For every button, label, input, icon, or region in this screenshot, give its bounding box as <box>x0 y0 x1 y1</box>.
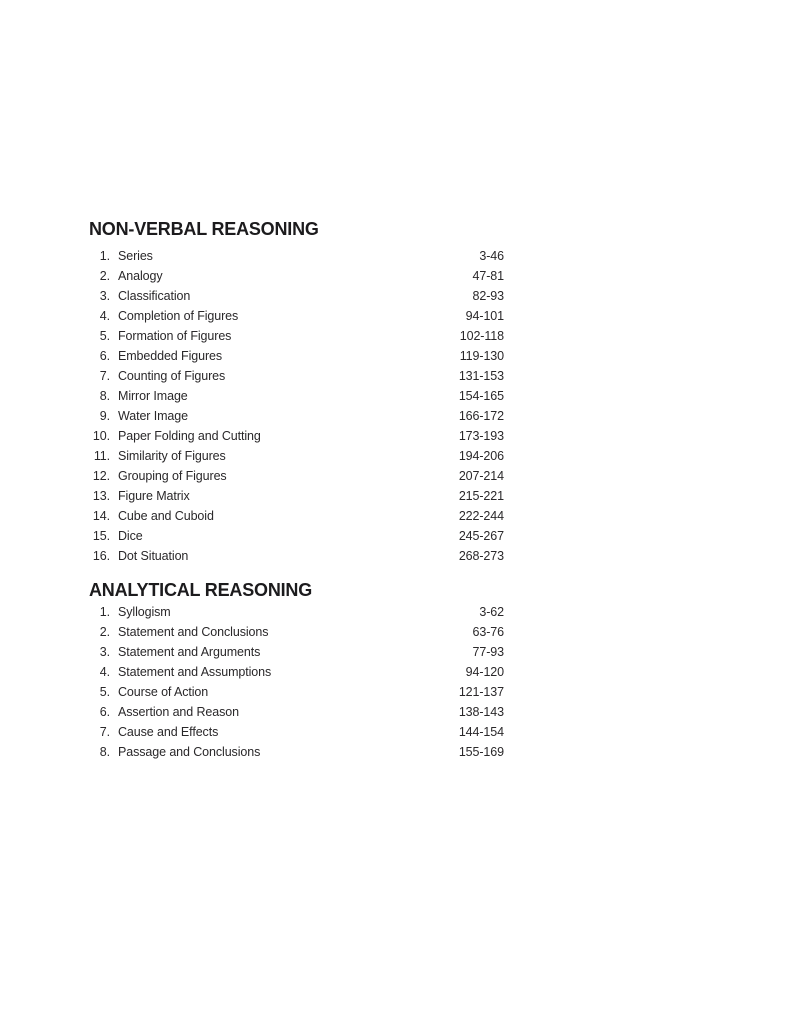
toc-row <box>90 602 504 622</box>
chapter-title: Statement and Assumptions <box>118 665 272 679</box>
chapter-title: Mirror Image <box>118 389 188 403</box>
chapter-page-range: 82-93 <box>472 289 504 303</box>
chapter-number: 6. <box>99 705 110 719</box>
toc-section <box>0 219 800 566</box>
toc-row <box>90 486 504 506</box>
chapter-page-range: 245-267 <box>458 529 504 543</box>
chapter-page-range: 154-165 <box>458 389 504 403</box>
chapter-number: 15. <box>92 529 110 543</box>
chapter-page-range: 3-46 <box>479 249 504 263</box>
chapter-page-range: 102-118 <box>459 329 504 343</box>
chapter-number: 12. <box>92 469 110 483</box>
chapter-page-range: 155-169 <box>458 745 504 759</box>
section-title: NON-VERBAL REASONING <box>89 219 319 239</box>
chapter-title: Statement and Arguments <box>118 645 261 659</box>
chapter-title: Course of Action <box>118 685 209 699</box>
toc-row <box>90 466 504 486</box>
toc-row <box>90 682 504 702</box>
toc-rows <box>90 246 504 566</box>
chapter-number: 4. <box>99 665 110 679</box>
chapter-page-range: 121-137 <box>458 685 504 699</box>
toc-row <box>90 526 504 546</box>
chapter-page-range: 207-214 <box>458 469 504 483</box>
chapter-number: 4. <box>99 309 110 323</box>
chapter-title: Grouping of Figures <box>118 469 227 483</box>
toc-sections <box>0 219 800 762</box>
toc-row <box>90 266 504 286</box>
chapter-title: Assertion and Reason <box>118 705 239 719</box>
chapter-title: Water Image <box>118 409 188 423</box>
chapter-title: Paper Folding and Cutting <box>118 429 261 443</box>
chapter-page-range: 94-101 <box>465 309 504 323</box>
toc-section <box>0 580 800 762</box>
toc-rows <box>90 602 504 762</box>
chapter-title: Embedded Figures <box>118 349 223 363</box>
chapter-title: Completion of Figures <box>118 309 239 323</box>
chapter-page-range: 215-221 <box>458 489 504 503</box>
chapter-page-range: 166-172 <box>458 409 504 423</box>
chapter-number: 1. <box>99 249 110 263</box>
chapter-page-range: 77-93 <box>472 645 504 659</box>
chapter-number: 7. <box>99 369 110 383</box>
chapter-page-range: 268-273 <box>458 549 504 563</box>
chapter-number: 3. <box>99 289 110 303</box>
chapter-page-range: 47-81 <box>472 269 504 283</box>
toc-row <box>90 662 504 682</box>
chapter-number: 3. <box>99 645 110 659</box>
chapter-number: 2. <box>99 625 110 639</box>
chapter-number: 7. <box>99 725 110 739</box>
chapter-title: Figure Matrix <box>118 489 190 503</box>
toc-row <box>90 386 504 406</box>
toc-row <box>90 286 504 306</box>
chapter-page-range: 94-120 <box>465 665 504 679</box>
toc-row <box>90 546 504 566</box>
chapter-title: Syllogism <box>118 605 171 619</box>
chapter-page-range: 194-206 <box>458 449 504 463</box>
chapter-page-range: 119-130 <box>459 349 504 363</box>
chapter-number: 10. <box>92 429 110 443</box>
chapter-number: 16. <box>92 549 110 563</box>
toc-row <box>90 326 504 346</box>
chapter-number: 8. <box>99 389 110 403</box>
chapter-page-range: 3-62 <box>479 605 504 619</box>
toc-row <box>90 446 504 466</box>
toc-row <box>90 742 504 762</box>
chapter-title: Statement and Conclusions <box>118 625 269 639</box>
chapter-number: 14. <box>92 509 110 523</box>
chapter-title: Series <box>118 249 153 263</box>
chapter-title: Dice <box>118 529 143 543</box>
chapter-number: 11. <box>93 449 110 463</box>
chapter-number: 8. <box>99 745 110 759</box>
toc-row <box>90 642 504 662</box>
chapter-page-range: 138-143 <box>458 705 504 719</box>
chapter-title: Formation of Figures <box>118 329 232 343</box>
chapter-number: 5. <box>99 685 110 699</box>
toc-row <box>90 426 504 446</box>
chapter-title: Classification <box>118 289 191 303</box>
toc-row <box>90 366 504 386</box>
chapter-page-range: 222-244 <box>458 509 504 523</box>
toc-row <box>90 306 504 326</box>
chapter-title: Counting of Figures <box>118 369 226 383</box>
chapter-title: Cause and Effects <box>118 725 219 739</box>
chapter-number: 1. <box>99 605 110 619</box>
toc-row <box>90 246 504 266</box>
chapter-title: Passage and Conclusions <box>118 745 261 759</box>
toc-row <box>90 406 504 426</box>
toc-row <box>90 722 504 742</box>
chapter-title: Analogy <box>118 269 163 283</box>
chapter-number: 13. <box>92 489 110 503</box>
chapter-title: Similarity of Figures <box>118 449 226 463</box>
chapter-number: 2. <box>99 269 110 283</box>
chapter-page-range: 144-154 <box>458 725 504 739</box>
chapter-page-range: 63-76 <box>472 625 504 639</box>
chapter-title: Dot Situation <box>118 549 189 563</box>
toc-row <box>90 702 504 722</box>
toc-row <box>90 346 504 366</box>
section-title: ANALYTICAL REASONING <box>89 580 313 600</box>
toc-row <box>90 506 504 526</box>
toc-row <box>90 622 504 642</box>
chapter-title: Cube and Cuboid <box>118 509 214 523</box>
chapter-page-range: 131-153 <box>458 369 504 383</box>
chapter-number: 6. <box>99 349 110 363</box>
chapter-page-range: 173-193 <box>458 429 504 443</box>
chapter-number: 9. <box>99 409 110 423</box>
chapter-number: 5. <box>99 329 110 343</box>
